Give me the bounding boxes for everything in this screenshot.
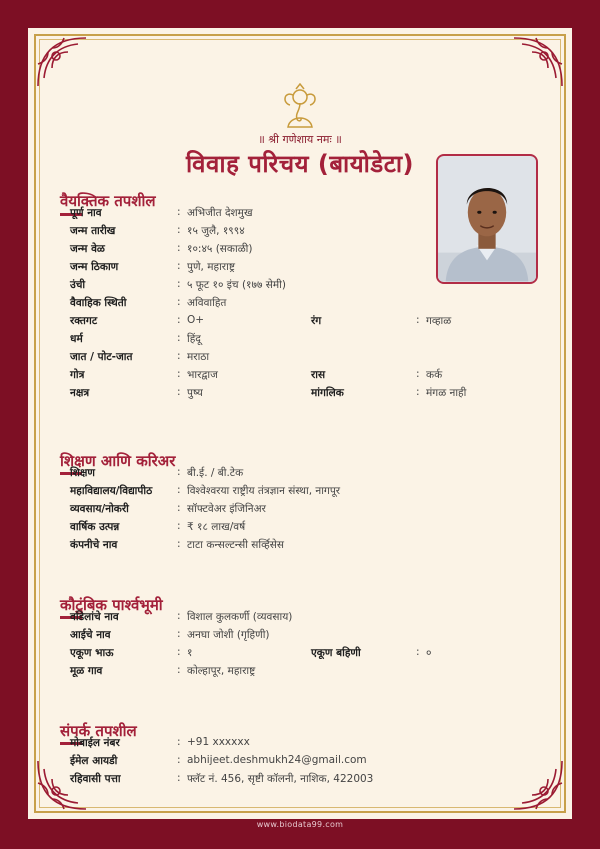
detail-label: मूळ गाव <box>70 665 103 677</box>
detail-value: कोल्हापूर, महाराष्ट्र <box>187 665 256 677</box>
detail-value: टाटा कन्सल्टन्सी सर्व्हिसेस <box>187 539 284 551</box>
detail-value: विश्वेश्वरया राष्ट्रीय तंत्रज्ञान संस्था, नागपूर <box>187 485 341 497</box>
detail-value: ₹ १८ लाख/वर्ष <box>187 521 246 533</box>
detail-value: फ्लॅट नं. 456, सृष्टी कॉलनी, नाशिक, 422003 <box>187 773 374 785</box>
colon: : <box>177 386 181 398</box>
page-title: विवाह परिचय (बायोडेटा) <box>185 150 415 178</box>
detail-label: व्यवसाय/नोकरी <box>70 503 129 515</box>
detail-value: अनघा जोशी (गृहिणी) <box>187 629 270 641</box>
corner-ornament-icon <box>34 34 90 90</box>
section-title-family: कौटुंबिक पार्श्वभूमी <box>60 596 163 614</box>
section-title-personal: वैयक्तिक तपशील <box>60 192 156 210</box>
detail-value: बी.ई. / बी.टेक <box>187 467 244 479</box>
colon: : <box>177 206 181 218</box>
detail-label-secondary: रास <box>311 369 326 381</box>
detail-label-secondary: मांगलिक <box>311 387 344 399</box>
detail-value: हिंदू <box>187 333 201 345</box>
colon: : <box>177 368 181 380</box>
detail-label: वडिलांचे नाव <box>70 611 119 623</box>
detail-label: मोबाईल नंबर <box>70 737 120 749</box>
invocation-text: ॥ श्री गणेशाय नमः ॥ <box>258 133 342 146</box>
corner-ornament-icon <box>510 757 566 813</box>
colon: : <box>177 538 181 550</box>
colon: : <box>416 646 420 658</box>
detail-label-secondary: एकूण बहिणी <box>311 647 361 659</box>
detail-label: वार्षिक उत्पन्न <box>70 521 120 533</box>
detail-label: कंपनीचे नाव <box>70 539 118 551</box>
detail-value-secondary: ० <box>426 647 432 659</box>
detail-label: महाविद्यालय/विद्यापीठ <box>70 485 153 497</box>
detail-label: धर्म <box>70 333 83 345</box>
detail-label: उंची <box>70 279 86 291</box>
detail-value: O+ <box>187 314 205 326</box>
section-title-contact: संपर्क तपशील <box>60 722 137 740</box>
colon: : <box>177 296 181 308</box>
detail-value: पुष्य <box>187 387 203 399</box>
detail-label: एकूण भाऊ <box>70 647 114 659</box>
detail-value-secondary: कर्क <box>426 369 443 381</box>
detail-value: मराठा <box>187 351 210 363</box>
detail-value: १ <box>187 647 193 659</box>
detail-value-secondary: गव्हाळ <box>426 315 452 327</box>
colon: : <box>177 754 181 766</box>
ganesh-icon <box>278 83 322 129</box>
detail-value: भारद्वाज <box>187 369 218 381</box>
colon: : <box>177 736 181 748</box>
colon: : <box>177 260 181 272</box>
profile-photo <box>436 154 538 284</box>
detail-label: ईमेल आयडी <box>70 755 118 767</box>
detail-value: अविवाहित <box>187 297 227 309</box>
colon: : <box>416 386 420 398</box>
detail-label: आईचे नाव <box>70 629 111 641</box>
colon: : <box>177 332 181 344</box>
colon: : <box>177 520 181 532</box>
detail-label: रहिवासी पत्ता <box>70 773 121 785</box>
colon: : <box>177 242 181 254</box>
detail-label: जात / पोट-जात <box>70 351 133 363</box>
detail-value: ५ फूट १० इंच (१७७ सेमी) <box>187 279 286 291</box>
detail-label: वैवाहिक स्थिती <box>70 297 127 309</box>
detail-value-secondary: मंगळ नाही <box>426 387 467 399</box>
colon: : <box>177 224 181 236</box>
biodata-sheet <box>28 28 572 819</box>
colon: : <box>177 664 181 676</box>
colon: : <box>177 314 181 326</box>
section-title-education: शिक्षण आणि करिअर <box>60 452 176 470</box>
detail-label-secondary: रंग <box>311 315 322 327</box>
detail-label: जन्म वेळ <box>70 243 105 255</box>
colon: : <box>177 466 181 478</box>
colon: : <box>177 772 181 784</box>
colon: : <box>177 628 181 640</box>
detail-label: शिक्षण <box>70 467 95 479</box>
colon: : <box>416 314 420 326</box>
colon: : <box>177 484 181 496</box>
detail-value: १५ जुलै, १९९४ <box>187 225 245 237</box>
colon: : <box>177 610 181 622</box>
colon: : <box>416 368 420 380</box>
detail-value: पुणे, महाराष्ट्र <box>187 261 235 273</box>
detail-value: अभिजीत देशमुख <box>187 207 253 219</box>
detail-label: नक्षत्र <box>70 387 90 399</box>
colon: : <box>177 350 181 362</box>
detail-value: +91 xxxxxx <box>187 736 250 748</box>
detail-value: १०:४५ (सकाळी) <box>187 243 253 255</box>
colon: : <box>177 278 181 290</box>
detail-label: गोत्र <box>70 369 85 381</box>
colon: : <box>177 502 181 514</box>
detail-value: abhijeet.deshmukh24@gmail.com <box>187 754 367 766</box>
detail-value: सॉफ्टवेअर इंजिनिअर <box>187 503 266 515</box>
colon: : <box>177 646 181 658</box>
detail-label: जन्म ठिकाण <box>70 261 119 273</box>
corner-ornament-icon <box>510 34 566 90</box>
detail-value: विशाल कुलकर्णी (व्यवसाय) <box>187 611 293 623</box>
detail-label: पूर्ण नाव <box>70 207 102 219</box>
detail-label: रक्तगट <box>70 315 98 327</box>
detail-label: जन्म तारीख <box>70 225 116 237</box>
footer-website: www.biodata99.com <box>256 820 344 829</box>
